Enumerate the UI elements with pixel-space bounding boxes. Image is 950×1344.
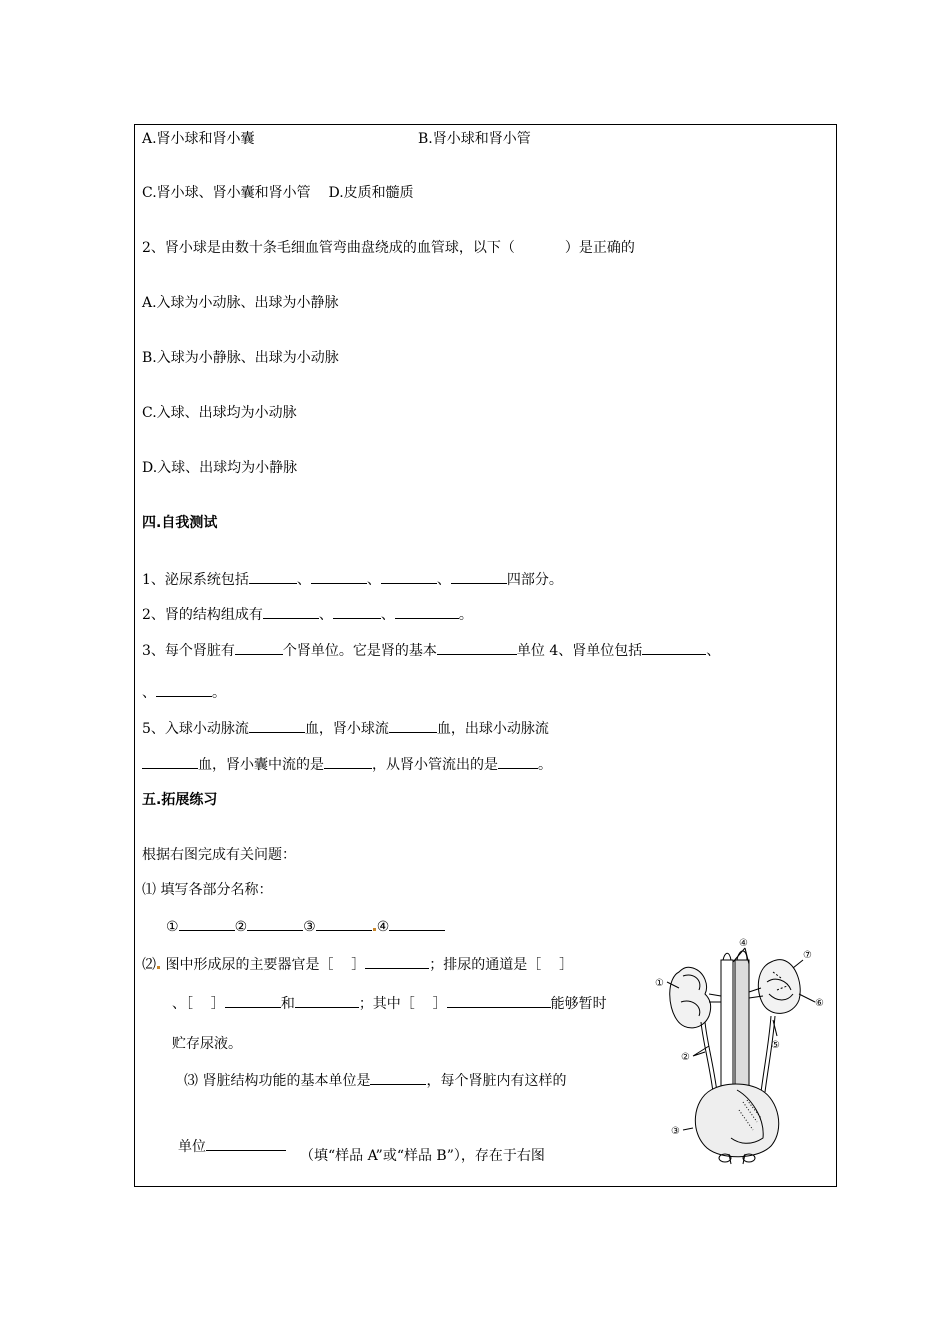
s5-intro: 根据右图完成有关问题： <box>142 847 296 863</box>
s4-line3b: 、 。 <box>142 685 226 701</box>
label-2: ② <box>681 1052 690 1063</box>
s4-line2: 2、肾的结构组成有 、 、 。 <box>142 607 473 623</box>
blank <box>249 719 305 733</box>
q2-option-c: C.入球、出球均为小动脉 <box>142 405 297 421</box>
blank <box>247 917 303 931</box>
blank <box>179 917 235 931</box>
s5-part2c: 贮存尿液。 <box>172 1036 242 1052</box>
right-ureter <box>761 1016 771 1092</box>
s5-part3c: （填“样品 A”或“样品 B”），存在于右图 <box>300 1148 545 1164</box>
blank <box>206 1137 286 1151</box>
blank <box>381 570 437 584</box>
label-7: ⑦ <box>803 950 812 961</box>
s5-part2b: 、［ ］ 和 ；其中［ ］ 能够暂时 <box>172 996 607 1012</box>
blank <box>263 605 319 619</box>
q1-option-d: D.皮质和髓质 <box>328 185 414 201</box>
s5-part3: ⑶ 肾脏结构功能的基本单位是 ，每个肾脏内有这样的 <box>184 1073 567 1089</box>
s4-line3: 3、每个肾脏有 个肾单位。它是肾的基本 单位 4、肾单位包括 、 <box>142 643 721 659</box>
label-6: ⑥ <box>815 998 824 1009</box>
blank <box>249 570 297 584</box>
s5-part1: ⑴ 填写各部分名称： <box>142 882 273 898</box>
section4-title: 四.自我测试 <box>142 515 218 531</box>
blank <box>365 955 429 969</box>
blank <box>142 755 198 769</box>
label-3: ③ <box>671 1126 680 1137</box>
q1-option-c: C.肾小球、肾小囊和肾小管 D.皮质和髓质 <box>142 185 414 201</box>
blank <box>316 917 372 931</box>
left-kidney <box>670 967 711 1028</box>
blank <box>225 994 281 1008</box>
blank <box>295 994 359 1008</box>
blank <box>642 641 706 655</box>
blank <box>451 570 507 584</box>
q2-option-b: B.入球为小静脉、出球为小动脉 <box>142 350 339 366</box>
blank <box>389 917 445 931</box>
s5-part3b: 单位 <box>178 1137 286 1156</box>
urinary-system-diagram <box>653 932 833 1170</box>
s4-line6: 血，肾小囊中流的是 ，从肾小管流出的是 。 <box>142 755 552 774</box>
blank <box>324 755 372 769</box>
blank <box>498 755 538 769</box>
blank <box>447 994 551 1008</box>
section5-title: 五.拓展练习 <box>142 792 218 808</box>
blank <box>437 641 517 655</box>
blank <box>333 605 381 619</box>
bladder <box>695 1084 778 1157</box>
label-5: ⑤ <box>771 1040 780 1051</box>
label-4: ④ <box>739 938 748 949</box>
s5-names: ① ② ③ ④ <box>166 917 445 936</box>
q2-option-a: A.入球为小动脉、出球为小静脉 <box>142 295 339 311</box>
s4-line5: 5、入球小动脉流 血，肾小球流 血，出球小动脉流 <box>142 721 549 737</box>
q2-option-d: D.入球、出球均为小静脉 <box>142 460 298 476</box>
q2-stem: 2、肾小球是由数十条毛细血管弯曲盘绕成的血管球，以下（ ）是正确的 <box>142 240 635 256</box>
s5-part2: ⑵ 图中形成尿的主要器官是［ ］ ；排尿的通道是［ ］ <box>142 957 574 973</box>
blank <box>156 683 212 697</box>
blank <box>311 570 367 584</box>
blank <box>235 641 283 655</box>
blank <box>395 605 459 619</box>
blank <box>370 1071 426 1085</box>
s4-line1: 1、泌尿系统包括 、 、 、 四部分。 <box>142 572 563 588</box>
label-1: ① <box>655 978 664 989</box>
q1-option-b: B.肾小球和肾小管 <box>418 131 531 147</box>
q1-option-a: A.肾小球和肾小囊 <box>142 131 255 147</box>
blank <box>389 719 437 733</box>
